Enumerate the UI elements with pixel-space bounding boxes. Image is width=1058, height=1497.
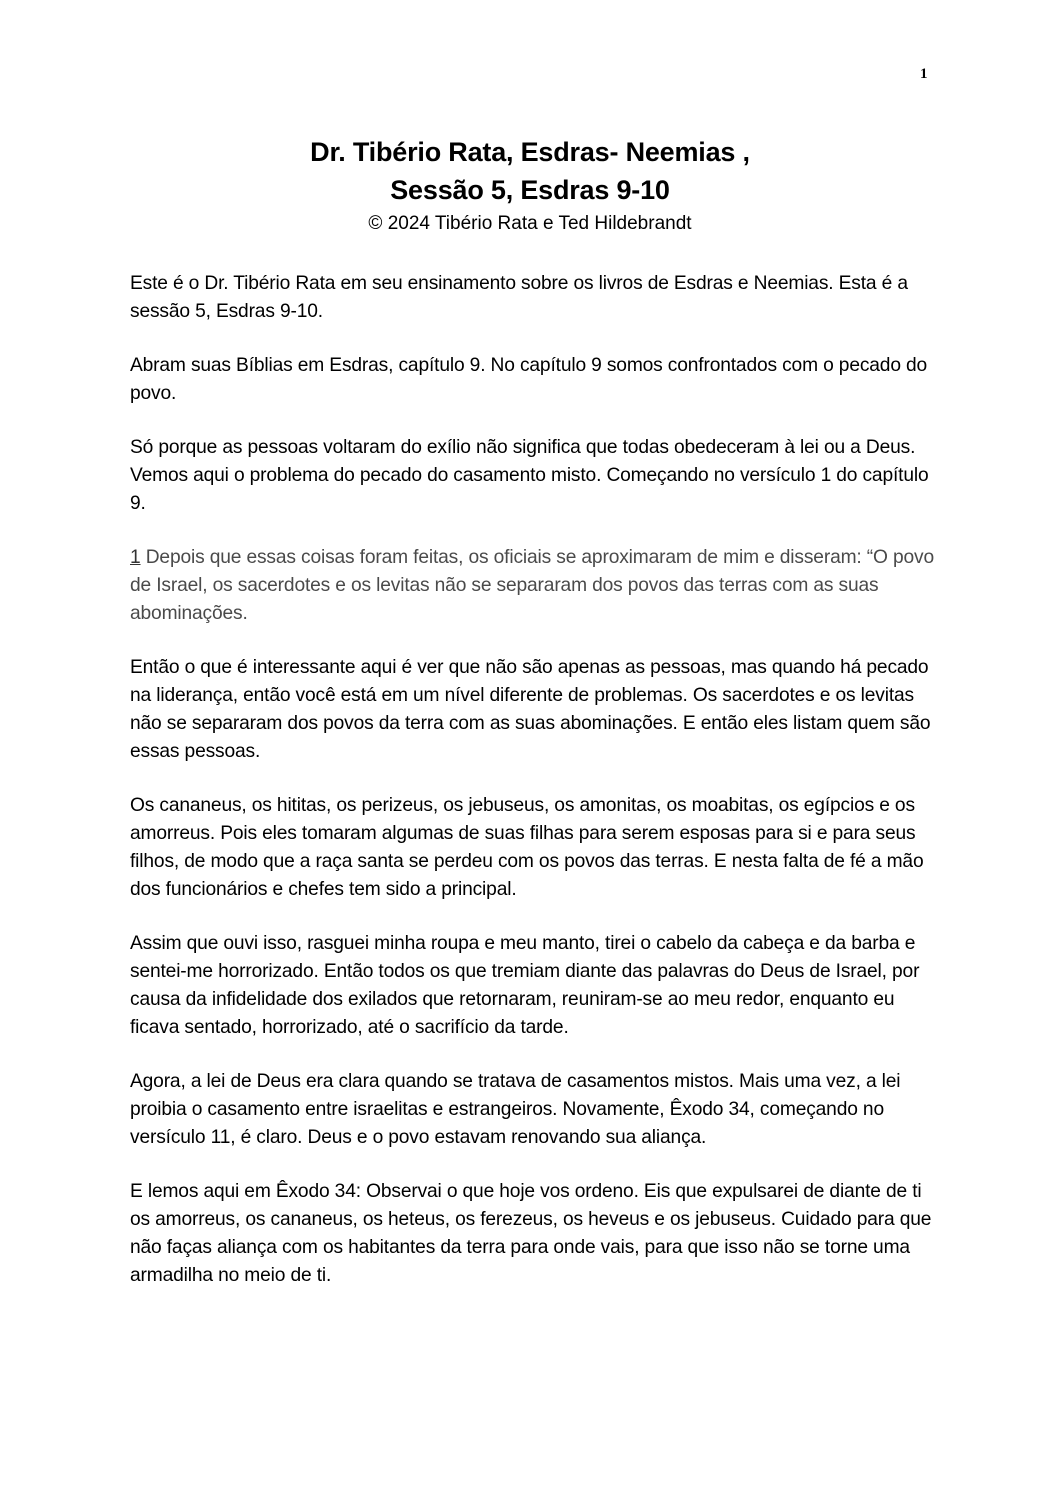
paragraph-open-bibles: Abram suas Bíblias em Esdras, capítulo 9. No capítulo 9 somos confrontados com o pecado do povo.: [130, 355, 928, 404]
paragraph-exodus: E lemos aqui em Êxodo 34: Observai o que hoje vos ordeno. Eis que expulsarei de diante de ti os amorreus, os cananeus, os heteus, os ferezeus, os heveus e os jebuseus. Cuidado para que não faças aliança com os habitantes da terra para onde vais, para que isso não se torne uma armadilha no meio de ti.: [130, 1181, 932, 1286]
paragraph-peoples: Os cananeus, os hititas, os perizeus, os jebuseus, os amonitas, os moabitas, os egípcios e os amorreus. Pois eles tomaram algumas de suas filhas para serem esposas para si e para seus filhos, de modo que a raça santa se perdeu com os povos das terras. E nesta falta de fé a mão dos funcionários e chefes tem sido a principal.: [130, 795, 924, 900]
verse-quote: [130, 544, 940, 628]
paragraph-exile: Só porque as pessoas voltaram do exílio não significa que todas obedeceram à lei ou a Deus. Vemos aqui o problema do pecado do casamento misto. Começando no versículo 1 do capítulo 9.: [130, 437, 929, 514]
paragraph-law: Agora, a lei de Deus era clara quando se tratava de casamentos mistos. Mais uma vez, a lei proibia o casamento entre israelitas e estrangeiros. Novamente, Êxodo 34, começando no versículo 11, é claro. Deus e o povo estavam renovando sua aliança.: [130, 1071, 901, 1148]
title-block: [130, 133, 930, 237]
paragraph-intro: Este é o Dr. Tibério Rata em seu ensinamento sobre os livros de Esdras e Neemias. Esta é a sessão 5, Esdras 9-10.: [130, 273, 908, 322]
paragraph-horrified: Assim que ouvi isso, rasguei minha roupa e meu manto, tirei o cabelo da cabeça e da barba e sentei-me horrorizado. Então todos os que tremiam diante das palavras do Deus de Israel, por causa da infidelidade dos exilados que retornaram, reuniram-se ao meu redor, enquanto eu ficava sentado, horrorizado, até o sacrifício da tarde.: [130, 933, 920, 1038]
document-title-line-2: Sessão 5, Esdras 9-10: [390, 175, 670, 205]
document-body: [130, 270, 940, 1316]
verse-text: Depois que essas coisas foram feitas, os oficiais se aproximaram de mim e disseram: “O povo de Israel, os sacerdotes e os levitas não se separaram dos povos das terras com as suas abominações.: [130, 547, 934, 624]
verse-number: 1: [130, 547, 141, 568]
copyright-notice: © 2024 Tibério Rata e Ted Hildebrandt: [368, 213, 692, 234]
document-title-line-1: Dr. Tibério Rata, Esdras- Neemias ,: [310, 137, 750, 167]
paragraph-leadership: Então o que é interessante aqui é ver que não são apenas as pessoas, mas quando há pecado na liderança, então você está em um nível diferente de problemas. Os sacerdotes e os levitas não se separaram dos povos da terra com as suas abominações. E então eles listam quem são essas pessoas.: [130, 657, 931, 762]
page-number: 1: [920, 66, 928, 82]
